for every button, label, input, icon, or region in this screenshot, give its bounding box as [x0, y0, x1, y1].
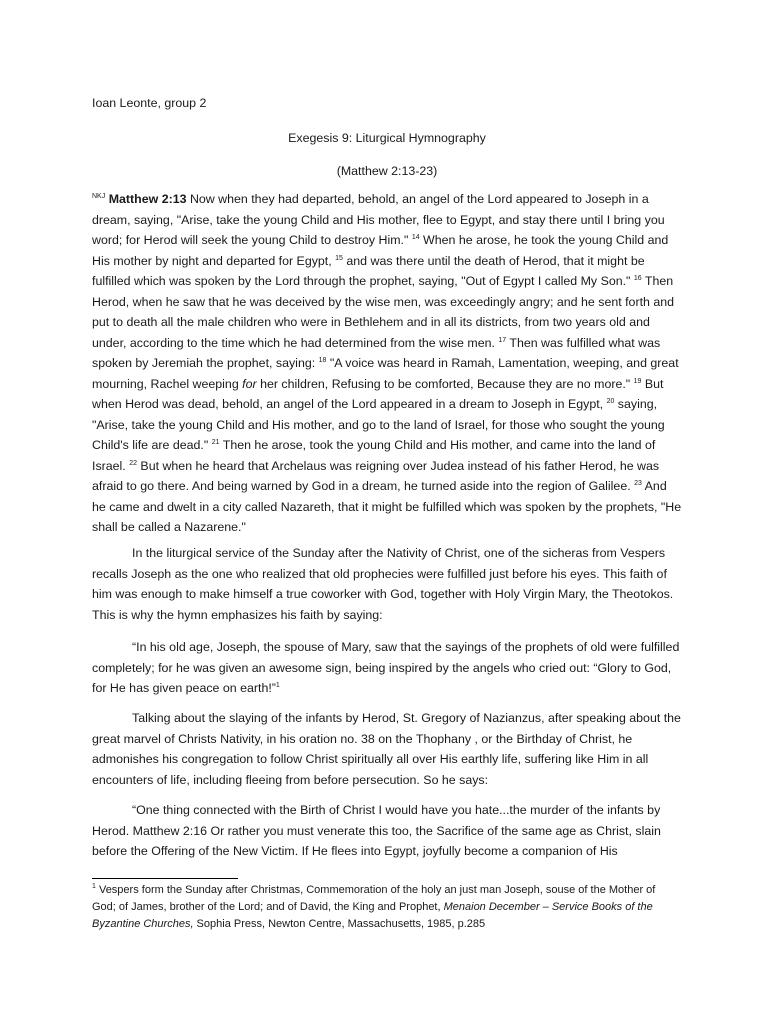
verse-number-19: 19 — [633, 377, 642, 385]
scripture-paragraph — [92, 189, 682, 538]
verse-number-18: 18 — [318, 357, 327, 364]
verse-21: Then he arose, took the young Child and His mother, and came into the land of Israel. — [92, 438, 656, 473]
verse-14: When he arose, he took the young Child and His mother by night and departed for Egypt, — [92, 233, 669, 268]
footnote-number: 1 — [92, 883, 96, 890]
footnote-text-start: Vespers form the Sunday after Christmas, Commemoration of the holy an just man Joseph, souse of the Mother of God; of James, brother of the Lord; and of David, the King and Prophet, — [92, 884, 656, 913]
hymn-quote-text: “In his old age, Joseph, the spouse of Mary, saw that the sayings of the prophets of old were fulfilled completely; for he was given an awesome sign, being inspired by the angels who cried out: “Glory to God, for He has given peace on earth!” — [92, 640, 680, 695]
version-marker: NKJ — [92, 193, 106, 200]
footnote-reference: 1 — [275, 682, 280, 689]
verse-number-16: 16 — [633, 275, 642, 282]
verse-number-23: 23 — [634, 480, 642, 487]
verse-20: saying, "Arise, take the young Child and His mother, and go to the land of Israel, for those who sought the young Child's life are dead." — [92, 397, 665, 452]
verse-19: But when Herod was dead, behold, an angel of the Lord appeared in a dream to Joseph in Egypt, — [92, 376, 664, 411]
verse-18-start: "A voice was heard in Ramah, Lamentation, weeping, and great mourning, Rachel weeping — [92, 356, 679, 391]
document-title: Exegesis 9: Liturgical Hymnography — [288, 131, 486, 145]
verse-17: Then was fulfilled what was spoken by Jeremiah the prophet, saying: — [92, 335, 661, 370]
verse-number-20: 20 — [606, 398, 615, 405]
verse-number-14: 14 — [411, 234, 420, 241]
footnote-divider — [92, 878, 238, 879]
verse-18-end: her children, Refusing to be comforted, Because they are no more." — [256, 376, 634, 391]
verse-13: Now when they had departed, behold, an angel of the Lord appeared to Joseph in a dream, saying, "Arise, take the young Child and His mother, flee to Egypt, and stay there until I bring you word; for Herod will seek the young Child to destroy Him." — [92, 192, 665, 247]
verse-number-22: 22 — [129, 459, 137, 467]
scripture-citation: Matthew 2:13 — [108, 192, 187, 206]
gregory-quote-paragraph: “One thing connected with the Birth of Christ I would have you hate...the murder of the infants by Herod. Matthew 2:16 Or rather you must venerate this too, the Sacrifice of the same age as Christ, slain before the Offering of the New Victim. If He flees into Egypt, joyfully become a companion of His — [92, 803, 661, 858]
verse-23: And he came and dwelt in a city called Nazareth, that it might be fulfilled which was spoken by the prophets, "He shall be called a Nazarene." — [92, 479, 682, 534]
scripture-reference: (Matthew 2:13-23) — [336, 164, 438, 178]
verse-22: But when he heard that Archelaus was reigning over Judea instead of his father Herod, he was afraid to go there. And being warned by God in a dream, he turned aside into the region of Galilee. — [92, 458, 660, 493]
hymn-quote-paragraph — [92, 637, 682, 699]
body-paragraph-liturgy: In the liturgical service of the Sunday after the Nativity of Christ, one of the sicheras from Vespers recalls Joseph as the one who realized that old prophecies were fulfilled just before his eyes. This faith of him was enough to make himself a true coworker with God, together with Holy Virgin Mary, the Theotokos. This is why the hymn emphasizes his faith by saying: — [92, 546, 674, 622]
verse-number-17: 17 — [498, 336, 507, 344]
footnote-text-end: Sophia Press, Newton Centre, Massachusetts, 1985, p.285 — [193, 918, 486, 930]
author-line: Ioan Leonte, group 2 — [92, 96, 207, 110]
verse-18-italic: for — [242, 376, 257, 391]
footnote — [92, 882, 682, 933]
verse-16: Then Herod, when he saw that he was deceived by the wise men, was exceedingly angry; and he sent forth and put to death all the male children who were in Bethlehem and in all its districts, from two years old and under, according to the time which he had determined from the wise men. — [92, 274, 675, 350]
verse-number-15: 15 — [335, 254, 343, 262]
verse-number-21: 21 — [211, 439, 220, 446]
body-paragraph-gregory: Talking about the slaying of the infants by Herod, St. Gregory of Nazianzus, after speaking about the great marvel of Christs Nativity, in his oration no. 38 on the Thophany , or the Birthday of Christ, he admonishes his congregation to follow Christ spiritually all over His earthly life, suffering like Him in all encounters of life, including fleeing from before persecution. So he says: — [92, 711, 681, 787]
verse-15: and was there until the death of Herod, that it might be fulfilled which was spoken by the Lord through the prophet, saying, "Out of Egypt I called My Son." — [92, 253, 645, 288]
footnote-source-title: Menaion December – Service Books of the Byzantine Churches, — [92, 901, 653, 930]
